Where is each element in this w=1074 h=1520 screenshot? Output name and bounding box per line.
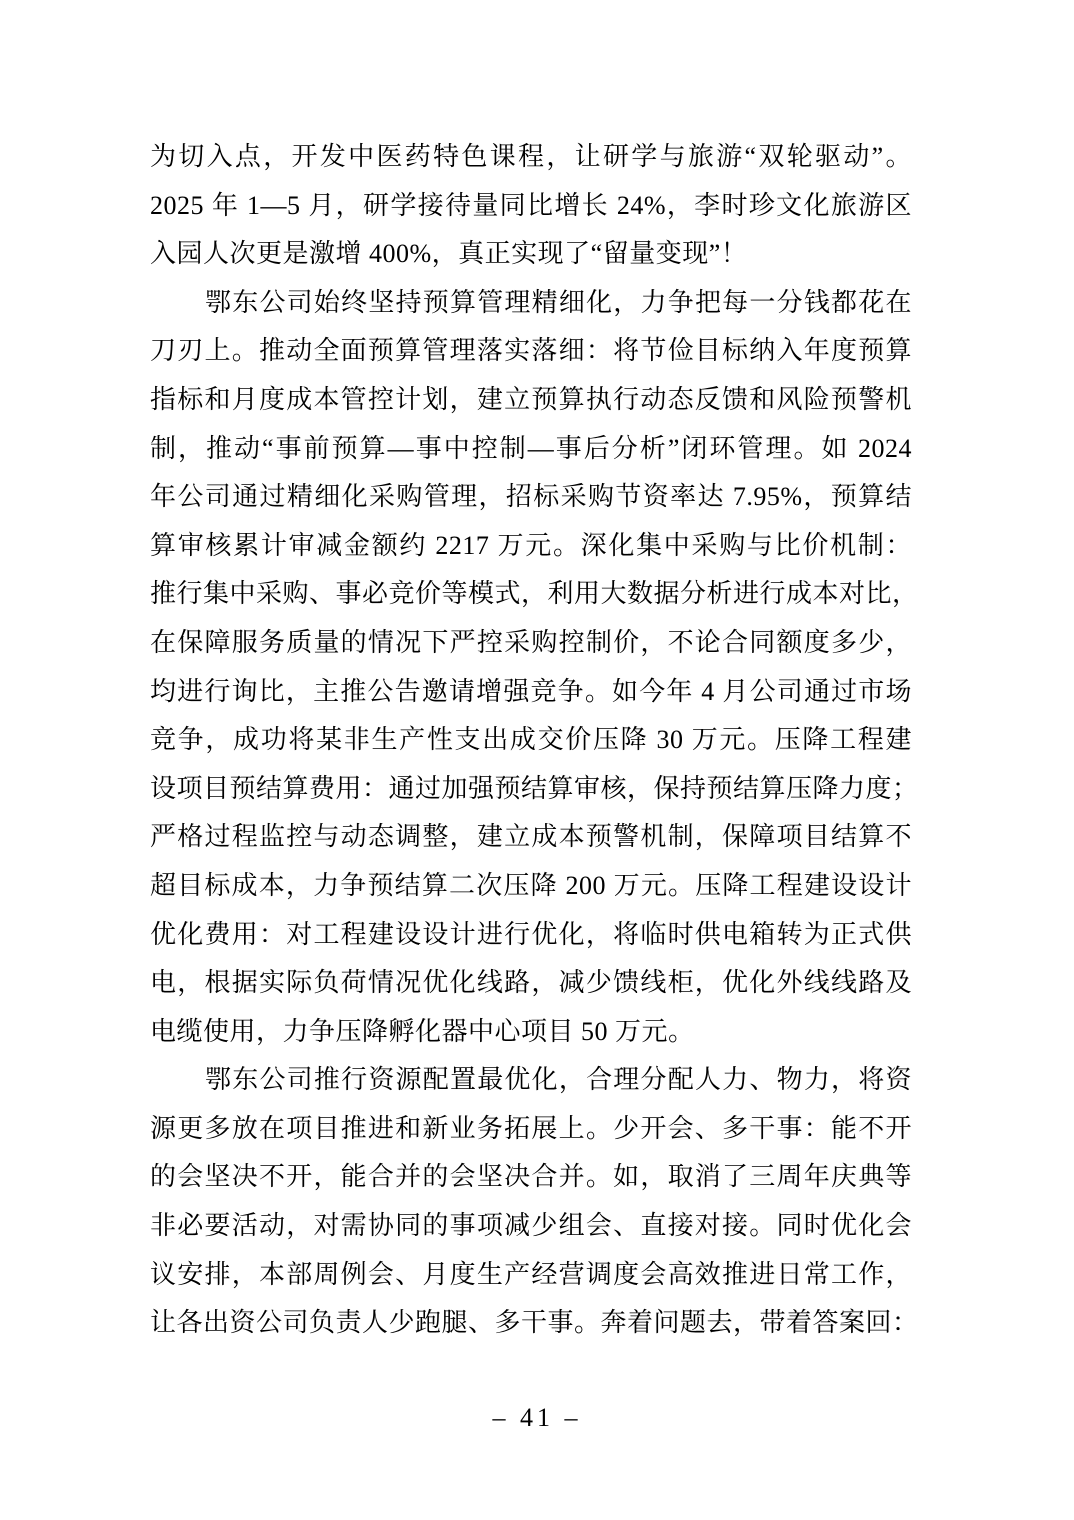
text-line: 竞争，成功将某非生产性支出成交价压降 30 万元。压降工程建 xyxy=(150,725,912,755)
text-line: 推行集中采购、事必竞价等模式，利用大数据分析进行成本对比， xyxy=(150,579,919,609)
text-content xyxy=(150,133,919,1348)
text-line: 鄂东公司推行资源配置最优化，合理分配人力、物力，将资 xyxy=(205,1065,912,1095)
text-line: 鄂东公司始终坚持预算管理精细化，力争把每一分钱都花在 xyxy=(205,287,912,317)
text-line: 均进行询比，主推公告邀请增强竞争。如今年 4 月公司通过市场 xyxy=(150,676,912,706)
text-line: 算审核累计审减金额约 2217 万元。深化集中采购与比价机制： xyxy=(150,530,912,560)
text-line: 让各出资公司负责人少跑腿、多干事。奔着问题去，带着答案回： xyxy=(150,1308,919,1338)
text-line: 设项目预结算费用：通过加强预结算审核，保持预结算压降力度； xyxy=(150,773,919,803)
text-line: 源更多放在项目推进和新业务拓展上。少开会、多干事：能不开 xyxy=(150,1113,912,1143)
text-line: 超目标成本，力争预结算二次压降 200 万元。压降工程建设设计 xyxy=(150,870,912,900)
text-line: 电，根据实际负荷情况优化线路，减少馈线柜，优化外线线路及 xyxy=(150,968,912,998)
text-line: 在保障服务质量的情况下严控采购控制价，不论合同额度多少， xyxy=(150,627,912,657)
text-line: 指标和月度成本管控计划，建立预算执行动态反馈和风险预警机 xyxy=(150,384,912,414)
text-line: 为切入点，开发中医药特色课程，让研学与旅游“双轮驱动”。 xyxy=(150,142,912,171)
text-line: 刀刃上。推动全面预算管理落实落细：将节俭目标纳入年度预算 xyxy=(150,336,912,366)
text-line: 2025 年 1—5 月，研学接待量同比增长 24%，李时珍文化旅游区 xyxy=(150,190,912,220)
text-line: 年公司通过精细化采购管理，招标采购节资率达 7.95%，预算结 xyxy=(150,482,912,512)
page-number: – 41 – xyxy=(492,1403,582,1432)
text-line: 的会坚决不开，能合并的会坚决合并。如，取消了三周年庆典等 xyxy=(150,1162,912,1192)
text-line: 优化费用：对工程建设设计进行优化，将临时供电箱转为正式供 xyxy=(150,919,912,949)
text-line: 制，推动“事前预算—事中控制—事后分析”闭环管理。如 2024 xyxy=(150,433,912,463)
text-line: 严格过程监控与动态调整，建立成本预警机制，保障项目结算不 xyxy=(150,822,912,852)
text-line: 议安排，本部周例会、月度生产经营调度会高效推进日常工作， xyxy=(150,1259,912,1289)
text-line: 非必要活动，对需协同的事项减少组会、直接对接。同时优化会 xyxy=(150,1211,912,1241)
text-line: 入园人次更是激增 400%，真正实现了“留量变现”！ xyxy=(150,239,748,269)
text-line: 电缆使用，力争压降孵化器中心项目 50 万元。 xyxy=(150,1016,695,1046)
